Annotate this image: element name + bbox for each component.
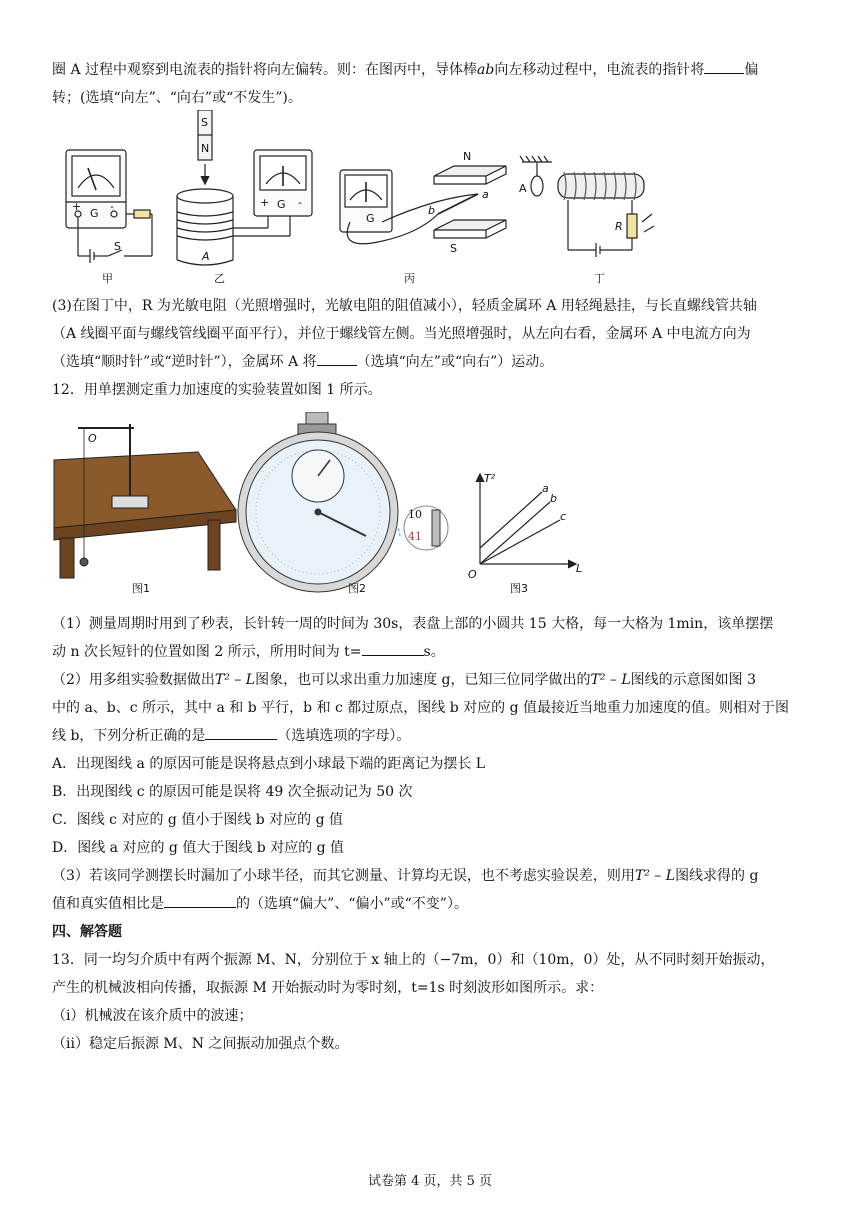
fig3-label: 图3 <box>510 582 528 595</box>
fig1-pendulum-table <box>54 424 236 578</box>
q11-3-line2: （A 线圈平面与螺线管线圈平面平行），并位于螺线管左侧。当光照增强时，从左向右看，金属环 A 中电流方向为 <box>52 326 751 342</box>
tl-symbol: T² – L <box>214 672 256 688</box>
q11-3-line3b: （选填“向左”或“向右”）运动。 <box>356 354 554 370</box>
meter-g-label-bing: G <box>366 212 375 225</box>
answer-blank[interactable] <box>362 639 424 656</box>
q13-line1: 13．同一均匀介质中有两个振源 M、N，分别位于 x 轴上的（−7m，0）和（10m，0）处，从不同时刻开始振动， <box>52 952 775 968</box>
meter-minus-jia: - <box>110 200 114 213</box>
q12-p2-line2: 中的 a、b、c 所示，其中 a 和 b 平行，b 和 c 都过原点，图线 b 对应的 g 值最接近当地重力加速度的值。则相对于图 <box>52 700 790 716</box>
q12-p2-line3a: 线 b，下列分析正确的是 <box>52 728 206 744</box>
q13-sub2: （ii）稳定后振源 M、N 之间振动加强点个数。 <box>52 1036 349 1052</box>
fig-bing <box>340 166 506 244</box>
coil-a-label: A <box>202 250 210 263</box>
bing-n-label: N <box>463 150 472 163</box>
graph-line-a <box>480 492 542 548</box>
q11-intro-line1b: 向左移动过程中，电流表的指针将 <box>494 62 705 78</box>
ding-r-label: R <box>615 220 623 233</box>
tl-symbol: T² – L <box>634 868 676 884</box>
tl-symbol: T² – L <box>590 672 631 688</box>
q11-intro-line1a: 圈 A 过程中观察到电流表的指针将向左偏转。则：在图丙中，导体棒 <box>52 62 478 78</box>
q11-part3 <box>52 292 812 376</box>
bing-s-label: S <box>450 242 457 255</box>
switch-s-label: S <box>114 240 121 253</box>
q12-title-text: 12．用单摆测定重力加速度的实验装置如图 1 所示。 <box>52 382 382 398</box>
graph-origin-label: O <box>468 568 477 581</box>
ding-a-label: A <box>519 182 527 195</box>
q11-intro-line1c: 偏 <box>744 62 759 78</box>
q11-3-line1: (3)在图丁中，R 为光敏电阻（光照增强时，光敏电阻的阻值减小），轻质金属环 A 用轻绳悬挂，与长直螺线管共轴 <box>52 298 757 314</box>
q12-p3-line2b: 的（选填“偏大”、“偏小”或“不变”）。 <box>236 896 468 912</box>
q11-intro <box>52 56 812 112</box>
graph-line-c <box>480 520 560 564</box>
q12-p2-line1c: 图线的示意图如图 3 <box>630 672 757 688</box>
graph-x-axis-label: L <box>576 562 583 575</box>
option-c: C．图线 c 对应的 g 值小于图线 b 对应的 g 值 <box>52 812 344 828</box>
section-heading: 四、解答题 <box>52 924 122 940</box>
q12-p1-line2b: s。 <box>423 644 445 660</box>
fig1-label: 图1 <box>132 582 150 595</box>
q13-line2: 产生的机械波相向传播，取振源 M 开始振动时为零时刻，t=1s 时刻波形如图所示。求： <box>52 980 604 996</box>
q12-p2-line1a: （2）用多组实验数据做出 <box>52 672 215 688</box>
q12-p1-line2a: 动 n 次长短针的位置如图 2 所示，所用时间为 t= <box>52 644 362 660</box>
bing-b-label: b <box>428 204 435 217</box>
q12-p3-line1a: （3）若该同学测摆长时漏加了小球半径，而其它测量、计算均无误，也不考虑实验误差，则用 <box>52 868 635 884</box>
graph-line-b-label: b <box>550 492 557 505</box>
fig2-label: 图2 <box>348 582 366 595</box>
option-d: D．图线 a 对应的 g 值大于图线 b 对应的 g 值 <box>52 840 345 856</box>
ab-symbol: ab <box>477 62 495 78</box>
magnet-n-label: N <box>201 142 210 155</box>
fig-label-jia: 甲 <box>102 272 113 285</box>
graph-line-c-label: c <box>560 510 567 523</box>
graph-y-axis-label: T² <box>484 472 496 485</box>
q12-p3-line2a: 值和真实值相比是 <box>52 896 164 912</box>
fig-label-bing: 丙 <box>404 272 415 285</box>
figure-12 <box>48 412 608 602</box>
q12-p2-line1b: 图象，也可以求出重力加速度 g，已知三位同学做出的 <box>255 672 591 688</box>
meter-minus-yi: - <box>298 196 302 209</box>
option-a: A．出现图线 a 的原因可能是误将悬点到小球最下端的距离记为摆长 L <box>52 756 486 772</box>
q11-intro-line2: 转；(选填“向左”、“向右”或“不发生”)。 <box>52 90 302 106</box>
q13-sub1: （i）机械波在该介质中的波速； <box>52 1008 253 1024</box>
answer-blank[interactable] <box>317 349 357 366</box>
dial-mark-41: 41 <box>408 530 422 543</box>
answer-blank[interactable] <box>704 57 744 74</box>
pivot-o-label: O <box>88 432 97 445</box>
figure-11 <box>48 110 668 290</box>
graph-line-b <box>480 502 550 564</box>
q12-title <box>52 376 812 404</box>
q12-parts <box>52 610 812 918</box>
graph-line-a-label: a <box>542 482 549 495</box>
meter-plus-jia: + <box>72 200 82 213</box>
meter-g-label-yi: G <box>277 198 286 211</box>
bing-a-label: a <box>482 188 489 201</box>
q12-p3-line1b: 图线求得的 g <box>675 868 759 884</box>
fig-ding <box>520 156 654 257</box>
dial-mark-10: 10 <box>408 508 422 521</box>
page-footer: 试卷第 4 页，共 5 页 <box>367 1174 493 1189</box>
meter-plus-yi: + <box>260 196 270 209</box>
fig-label-yi: 乙 <box>214 272 225 285</box>
fig-yi <box>177 110 312 265</box>
option-b: B．出现图线 c 的原因可能是误将 49 次全振动记为 50 次 <box>52 784 413 800</box>
q13 <box>52 946 812 1058</box>
answer-blank[interactable] <box>164 891 236 908</box>
fig-label-ding: 丁 <box>594 272 605 285</box>
magnet-s-label: S <box>201 116 208 129</box>
answer-blank[interactable] <box>205 723 277 740</box>
meter-g-label-jia: G <box>90 207 99 220</box>
fig2-stopwatch <box>238 412 448 592</box>
q11-3-line3a: （选填“顺时针”或“逆时针”），金属环 A 将 <box>52 354 317 370</box>
q12-p2-line3b: （选填选项的字母）。 <box>277 728 411 744</box>
q12-p1-line1: （1）测量周期时用到了秒表，长针转一周的时间为 30s，表盘上部的小圆共 15 大格，每一大格为 1min，该单摆摆 <box>52 616 774 632</box>
